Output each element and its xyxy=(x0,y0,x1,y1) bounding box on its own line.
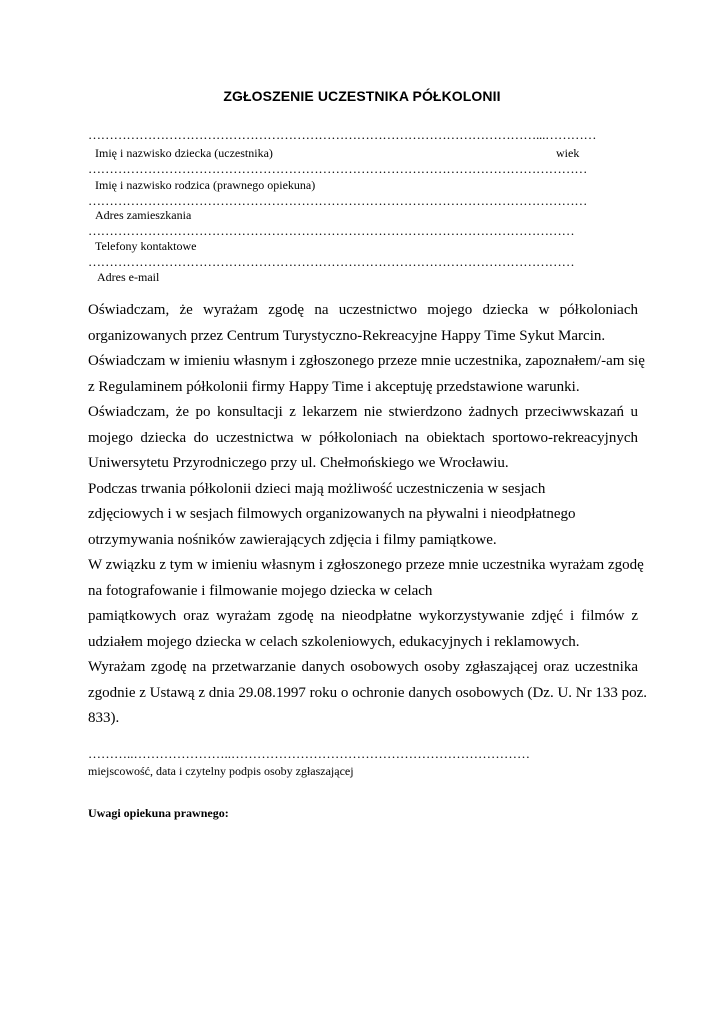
parent-name-dotted-line: ……………………………………………………………………………………………………… xyxy=(88,162,588,175)
body-line: Oświadczam w imieniu własnym i zgłoszonego przeze mnie uczestnika, zapoznałem/-am się xyxy=(88,353,645,369)
body-line: Oświadczam, że po konsultacji z lekarzem nie stwierdzono żadnych przeciwwskazań u xyxy=(88,404,638,420)
body-line: W związku z tym w imieniu własnym i zgłoszonego przeze mnie uczestnika wyrażam zgodę xyxy=(88,557,644,573)
child-name-dotted-line: ……………………………………………………………………………………………...………… xyxy=(88,128,597,141)
email-label: Adres e-mail xyxy=(97,270,160,284)
guardian-notes-heading: Uwagi opiekuna prawnego: xyxy=(88,806,229,820)
body-line: 833). xyxy=(88,710,120,726)
body-line: zgodnie z Ustawą z dnia 29.08.1997 roku o ochronie danych osobowych (Dz. U. Nr 133 poz. xyxy=(88,684,648,701)
body-line: Podczas trwania półkolonii dzieci mają możliwość uczestniczenia w sesjach xyxy=(88,480,546,497)
address-label: Adres zamieszkania xyxy=(95,208,192,222)
body-line: na fotografowanie i filmowanie mojego dziecka w celach xyxy=(88,582,433,599)
child-name-label: Imię i nazwisko dziecka (uczestnika) xyxy=(95,146,273,160)
address-dotted-line: ……………………………………………………………………………………………………… xyxy=(88,194,588,207)
body-line: pamiątkowych oraz wyrażam zgodę na nieodpłatne wykorzystywanie zdjęć i filmów z xyxy=(88,608,638,624)
body-line: Uniwersytetu Przyrodniczego przy ul. Chełmońskiego we Wrocławiu. xyxy=(88,455,509,471)
body-line: mojego dziecka do uczestnictwa w półkoloniach na obiektach sportowo-rekreacyjnych xyxy=(88,429,638,446)
body-line: Wyrażam zgodę na przetwarzanie danych osobowych osoby zgłaszającej oraz uczestnika xyxy=(88,659,638,675)
signature-label: miejscowość, data i czytelny podpis osoby zgłaszającej xyxy=(88,764,354,778)
body-line: Oświadczam, że wyrażam zgodę na uczestnictwo mojego dziecka w półkoloniach xyxy=(88,302,638,318)
age-label: wiek xyxy=(556,146,580,160)
email-dotted-line: …………………………………………………………………………………………………… xyxy=(88,255,575,268)
body-line: udziałem mojego dziecka w celach szkoleniowych, edukacyjnych i reklamowych. xyxy=(88,633,580,650)
body-line: organizowanych przez Centrum Turystyczno-Rekreacyjne Happy Time Sykut Marcin. xyxy=(88,327,606,344)
consent-body xyxy=(88,298,648,732)
body-line: z Regulaminem półkolonii firmy Happy Time i akceptuję przedstawione warunki. xyxy=(88,378,580,395)
body-line: zdjęciowych i w sesjach filmowych organizowanych na pływalni i nieodpłatnego xyxy=(88,506,576,522)
phones-label: Telefony kontaktowe xyxy=(95,239,197,253)
body-line: otrzymywania nośników zawierających zdjęcia i filmy pamiątkowe. xyxy=(88,531,497,548)
document-title: ZGŁOSZENIE UCZESTNIKA PÓŁKOLONII xyxy=(223,88,501,104)
signature-dotted-line: ………..…………………..…………………………………………………………… xyxy=(88,746,530,761)
parent-name-label: Imię i nazwisko rodzica (prawnego opiekuna) xyxy=(95,178,316,192)
phones-dotted-line: …………………………………………………………………………………………………… xyxy=(88,224,575,237)
